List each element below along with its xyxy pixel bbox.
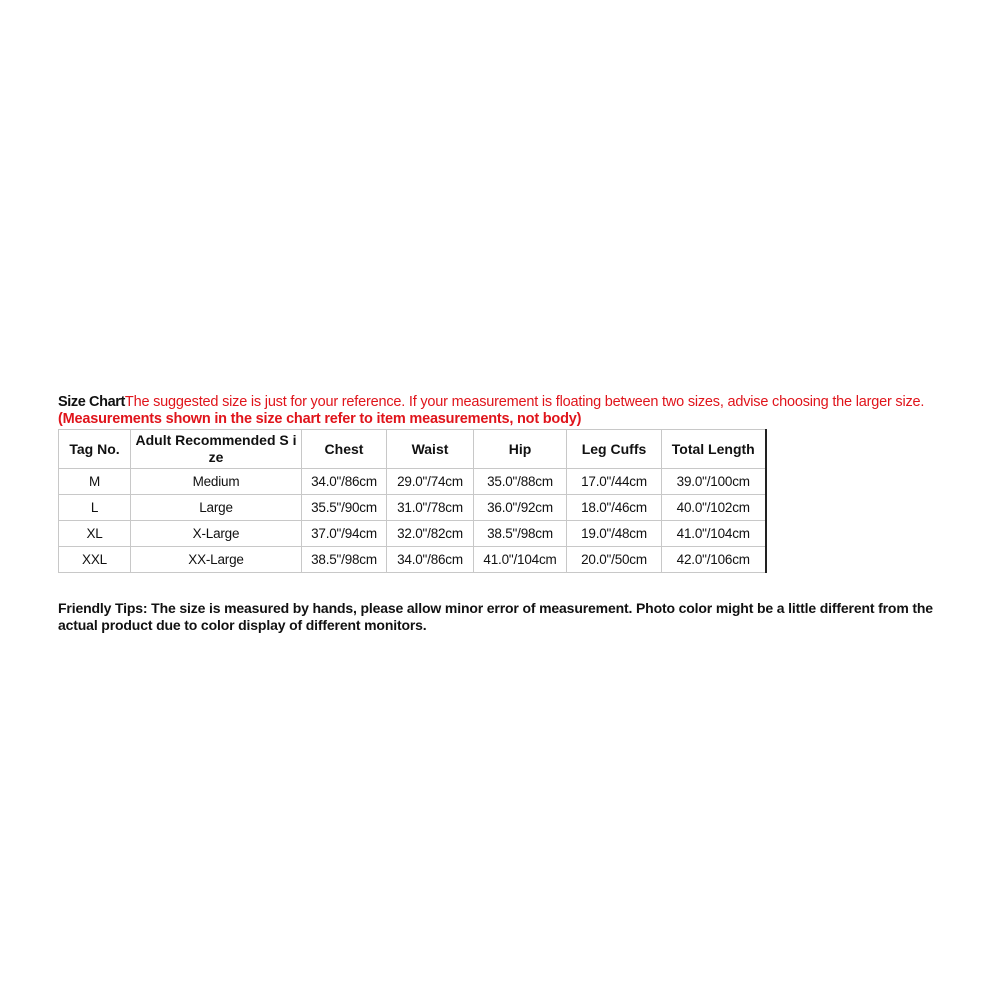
table-header-row [59, 430, 766, 469]
cell-chest: 37.0"/94cm [302, 521, 387, 547]
cell-hip: 38.5"/98cm [474, 521, 567, 547]
size-chart-note: The suggested size is just for your reference. If your measurement is floating between two sizes, advise choosing the larger size. [124, 394, 925, 410]
cell-leg-cuffs: 20.0"/50cm [567, 547, 662, 573]
header-recommended-size: Adult Recommended S ize [131, 430, 302, 469]
header-tag-no: Tag No. [59, 430, 131, 469]
cell-waist: 32.0"/82cm [387, 521, 474, 547]
cell-hip: 41.0"/104cm [474, 547, 567, 573]
cell-total-length: 42.0"/106cm [662, 547, 766, 573]
size-chart-emphasis: (Measurements shown in the size chart refer to item measurements, not body) [58, 411, 582, 427]
cell-chest: 34.0"/86cm [302, 469, 387, 495]
size-table [58, 429, 767, 573]
cell-tag: XXL [59, 547, 131, 573]
cell-tag: M [59, 469, 131, 495]
cell-leg-cuffs: 19.0"/48cm [567, 521, 662, 547]
cell-chest: 35.5"/90cm [302, 495, 387, 521]
cell-size: X-Large [131, 521, 302, 547]
cell-tag: L [59, 495, 131, 521]
size-chart-title: Size Chart [58, 394, 125, 410]
cell-tag: XL [59, 521, 131, 547]
cell-waist: 34.0"/86cm [387, 547, 474, 573]
cell-total-length: 40.0"/102cm [662, 495, 766, 521]
friendly-tips: Friendly Tips: The size is measured by hands, please allow minor error of measurement. Photo color might be a little different from the actual product due to color display of different monitors. [58, 600, 933, 633]
cell-leg-cuffs: 17.0"/44cm [567, 469, 662, 495]
table-row [59, 521, 766, 547]
cell-size: Medium [131, 469, 302, 495]
cell-size: XX-Large [131, 547, 302, 573]
size-chart-intro [58, 394, 948, 428]
cell-size: Large [131, 495, 302, 521]
cell-total-length: 39.0"/100cm [662, 469, 766, 495]
header-hip: Hip [474, 430, 567, 469]
header-total-length: Total Length [662, 430, 766, 469]
cell-waist: 31.0"/78cm [387, 495, 474, 521]
cell-hip: 36.0"/92cm [474, 495, 567, 521]
table-row [59, 547, 766, 573]
cell-total-length: 41.0"/104cm [662, 521, 766, 547]
cell-waist: 29.0"/74cm [387, 469, 474, 495]
cell-chest: 38.5"/98cm [302, 547, 387, 573]
cell-hip: 35.0"/88cm [474, 469, 567, 495]
cell-leg-cuffs: 18.0"/46cm [567, 495, 662, 521]
header-waist: Waist [387, 430, 474, 469]
table-row [59, 495, 766, 521]
table-row [59, 469, 766, 495]
header-chest: Chest [302, 430, 387, 469]
header-leg-cuffs: Leg Cuffs [567, 430, 662, 469]
